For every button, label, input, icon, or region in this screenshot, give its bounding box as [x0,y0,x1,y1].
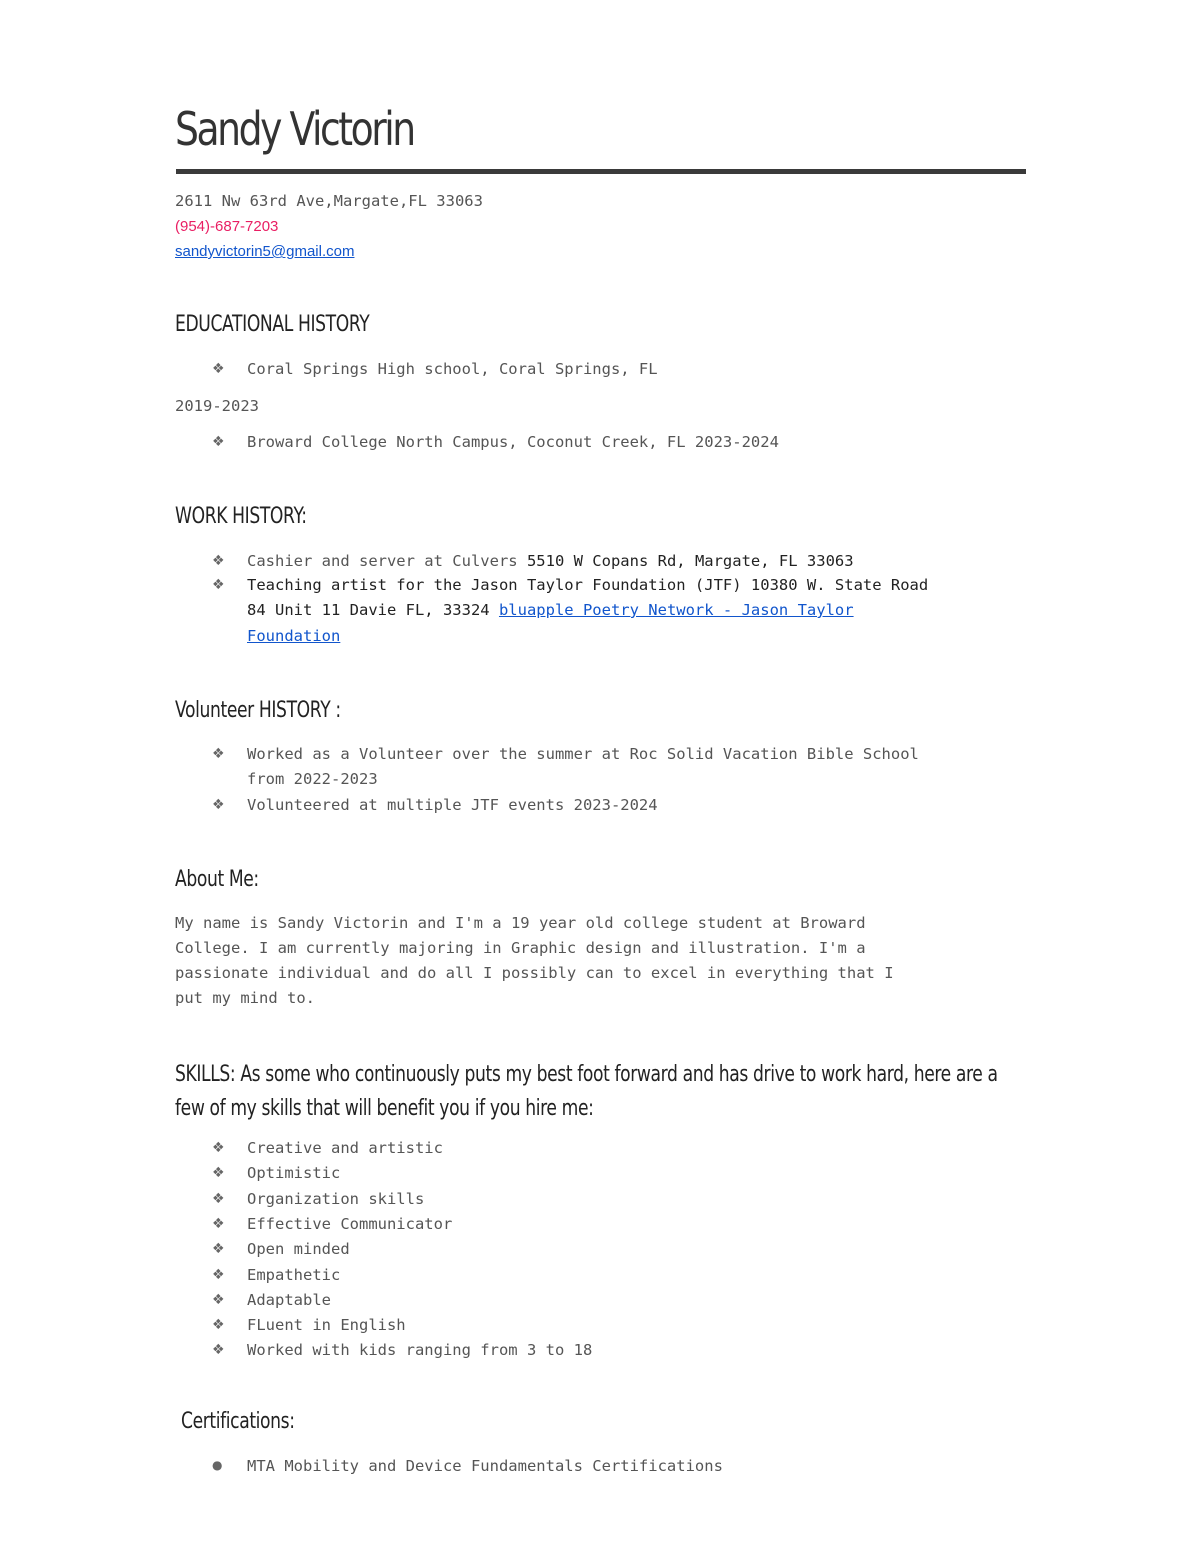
resume-name: Sandy Victorin [175,102,414,156]
education-item: Coral Springs High school, Coral Springs, FL [247,360,658,378]
email-link[interactable]: sandyvictorin5@gmail.com [175,243,355,260]
skill-item: Adaptable [247,1291,331,1309]
skills-heading: SKILLS: As some who continuously puts my best foot forward and has drive to work hard, here are a few of my skills that will benefit you if you hire me: [175,1062,998,1121]
skill-item: Creative and artistic [247,1139,443,1157]
work-item-line [247,601,854,619]
skill-item: Effective Communicator [247,1215,453,1233]
about-line: My name is Sandy Victorin and I'm a 19 year old college student at Broward [175,914,866,932]
diamond-bullet-icon: ❖ [212,434,225,450]
certifications-heading: Certifications: [181,1409,295,1434]
jtf-link[interactable]: Foundation [247,627,341,645]
volunteer-heading: Volunteer HISTORY : [175,698,341,723]
volunteer-item: Worked as a Volunteer over the summer at Roc Solid Vacation Bible School [247,745,919,763]
phone-number: (954)-687-7203 [175,218,279,235]
education-item: Broward College North Campus, Coconut Creek, FL 2023-2024 [247,433,779,451]
about-line: put my mind to. [175,989,315,1007]
diamond-bullet-icon: ❖ [212,1317,225,1333]
skill-item: Optimistic [247,1164,341,1182]
diamond-bullet-icon: ❖ [212,553,225,569]
skill-item: FLuent in English [247,1316,406,1334]
skill-item: Worked with kids ranging from 3 to 18 [247,1341,593,1359]
work-item-role: Cashier and server at Culvers [247,552,527,570]
diamond-bullet-icon: ❖ [212,1342,225,1358]
jtf-link[interactable]: bluapple Poetry Network - Jason Taylor [498,601,854,619]
diamond-bullet-icon: ❖ [212,1140,225,1156]
work-item-line: Teaching artist for the Jason Taylor Foundation (JTF) 10380 W. State Road [247,576,929,594]
skill-item: Organization skills [247,1190,425,1208]
address: 2611 Nw 63rd Ave,Margate,FL 33063 [175,192,483,210]
diamond-bullet-icon: ❖ [212,746,225,762]
education-years: 2019-2023 [175,397,259,415]
about-text [175,911,894,1011]
diamond-bullet-icon: ❖ [212,1191,225,1207]
diamond-bullet-icon: ❖ [212,1292,225,1308]
work-item [247,552,854,570]
round-bullet-icon: ● [212,1458,223,1472]
work-item-address: 5510 W Copans Rd, Margate, FL 33063 [526,552,854,570]
diamond-bullet-icon: ❖ [212,577,225,593]
skill-item: Empathetic [247,1266,341,1284]
diamond-bullet-icon: ❖ [212,1267,225,1283]
diamond-bullet-icon: ❖ [212,1241,225,1257]
volunteer-item: Volunteered at multiple JTF events 2023-2024 [247,796,658,814]
about-line: College. I am currently majoring in Graphic design and illustration. I'm a [175,939,866,957]
work-item-address: 84 Unit 11 Davie FL, 33324 [247,601,499,619]
header-divider [176,169,1026,174]
skill-item: Open minded [247,1240,350,1258]
diamond-bullet-icon: ❖ [212,1216,225,1232]
education-heading: EDUCATIONAL HISTORY [175,312,370,337]
about-line: passionate individual and do all I possibly can to excel in everything that I [175,964,894,982]
diamond-bullet-icon: ❖ [212,1165,225,1181]
volunteer-item: from 2022-2023 [247,770,378,788]
about-heading: About Me: [175,867,259,892]
work-heading: WORK HISTORY: [175,504,307,529]
certification-item: MTA Mobility and Device Fundamentals Certifications [247,1457,723,1475]
diamond-bullet-icon: ❖ [212,361,225,377]
diamond-bullet-icon: ❖ [212,797,225,813]
